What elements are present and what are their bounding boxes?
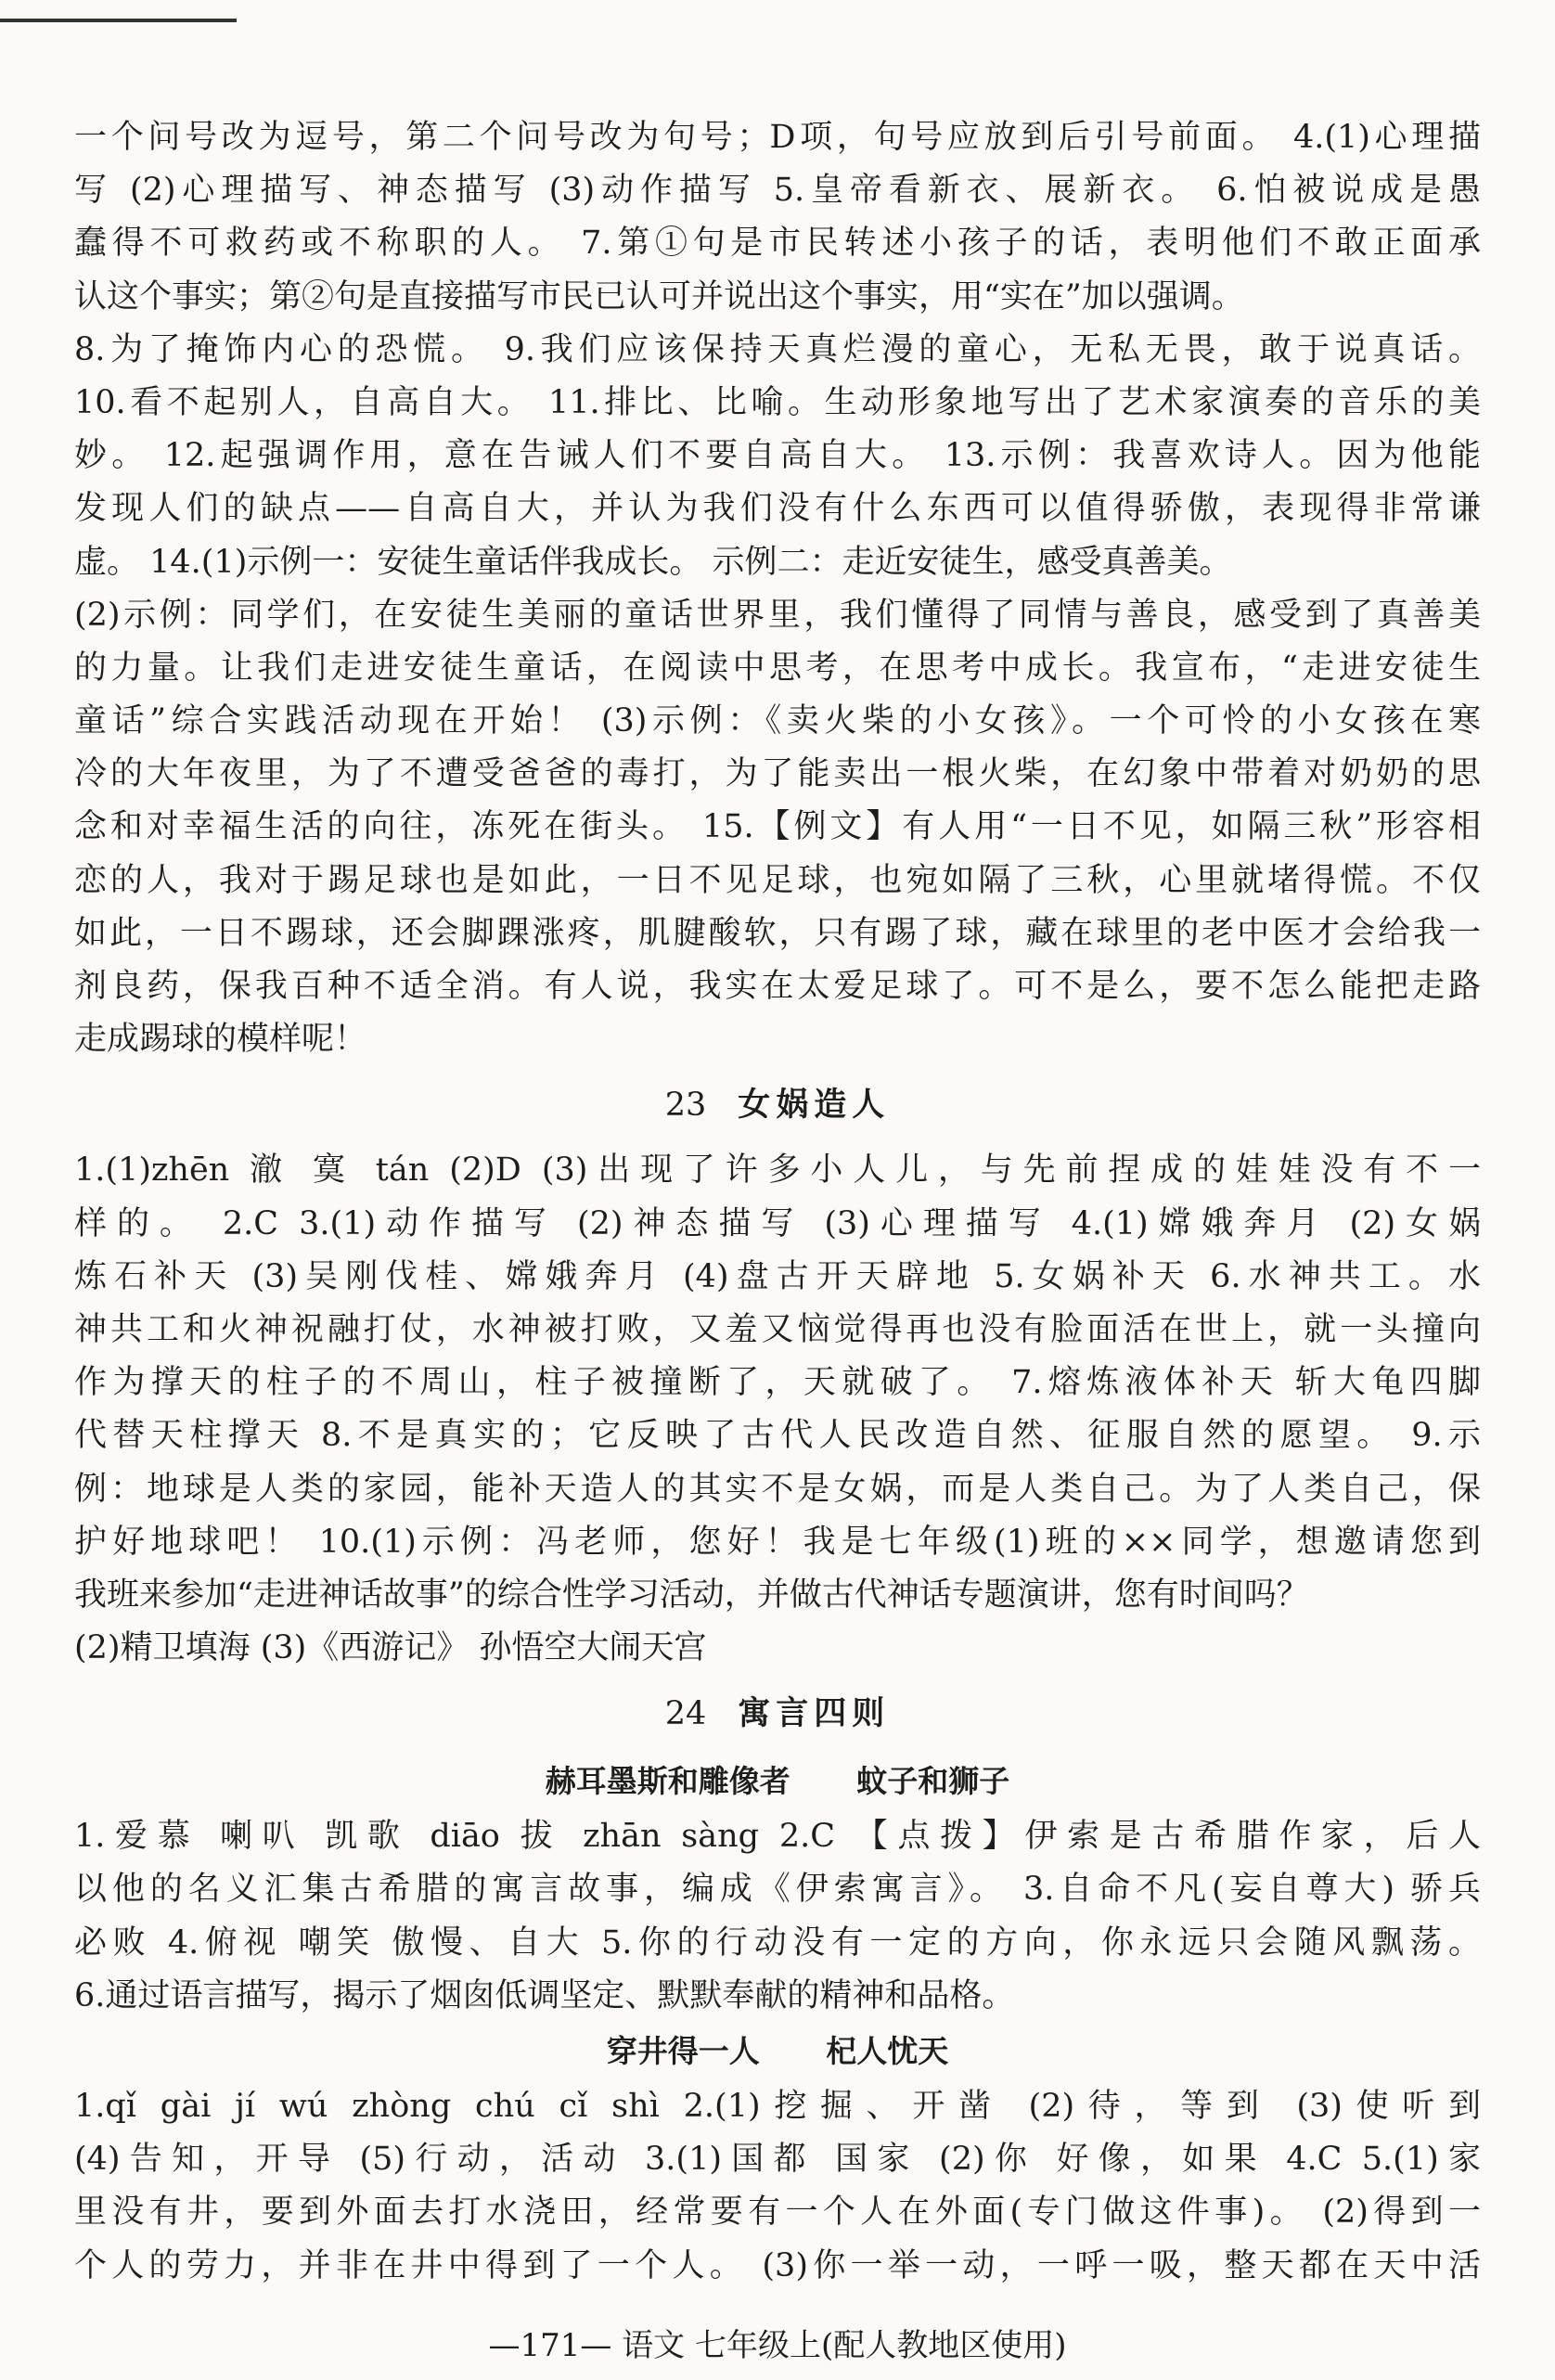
section-title: 寓言四则 [738,1695,891,1733]
top-rule [0,19,237,22]
text-line: 代替天柱撑天 8.不是真实的；它反映了古代人民改造自然、征服自然的愿望。 9.示 [74,1417,1481,1455]
text-line: 6.通过语言描写，揭示了烟囱低调坚定、默默奉献的精神和品格。 [74,1976,1015,2014]
text-line: 护好地球吧！ 10.(1)示例：冯老师，您好！我是七年级(1)班的××同学，想邀请您到 [74,1523,1481,1561]
text-line: 的力量。让我们走进安徒生童话，在阅读中思考，在思考中成长。我宣布，“走进安徒生 [74,649,1481,687]
subsection-title: 赫耳墨斯和雕像者 蚊子和狮子 [545,1763,1010,1800]
text-line: (2)示例：同学们，在安徒生美丽的童话世界里，我们懂得了同情与善良，感受到了真善美 [74,596,1481,634]
text-line: 发现人们的缺点——自高自大，并认为我们没有什么东西可以值得骄傲，表现得非常谦 [74,490,1481,528]
text-line: 个人的劳力，并非在井中得到了一个人。 (3)你一举一动，一呼一吸，整天都在天中活 [74,2246,1481,2284]
text-line: 炼石补天 (3)吴刚伐桂、嫦娥奔月 (4)盘古开天辟地 5.女娲补天 6.水神共工。水 [74,1257,1481,1295]
example-essay-line: 走成踢球的模样呢！ [74,1021,367,1059]
text-line: 10.看不起别人，自高自大。 11.排比、比喻。生动形象地写出了艺术家演奏的音乐的美 [74,383,1481,421]
text-line: 神共工和火神祝融打仗，水神被打败，又羞又恼觉得再也没有脸面活在世上，就一头撞向 [74,1310,1481,1348]
text-line: 里没有井，要到外面去打水浇田，经常要有一个人在外面(专门做这件事)。 (2)得到一 [74,2193,1481,2232]
text-line: 写 (2)心理描写、神态描写 (3)动作描写 5.皇帝看新衣、展新衣。 6.怕被说成是愚 [74,172,1481,210]
text-line: (2)精卫填海 (3)《西游记》 孙悟空大闹天宫 [74,1629,707,1667]
section-number: 23 [664,1087,707,1125]
text-line: 作为撑天的柱子的不周山，柱子被撞断了，天就破了。 7.熔炼液体补天 斩大龟四脚 [74,1364,1481,1402]
text-line: 1.爱慕 喇叭 凯歌 diāo 拔 zhān sàng 2.C 【点拨】伊索是古希腊作家，后人 [74,1818,1481,1856]
section-heading [74,1066,1481,1144]
section-number: 24 [664,1695,707,1733]
text-line: 例：地球是人类的家园，能补天造人的其实不是女娲，而是人类自己。为了人类自己，保 [74,1470,1481,1508]
text-line: 妙。 12.起强调作用，意在告诫人们不要自高自大。 13.示例：我喜欢诗人。因为他能 [74,437,1481,475]
text-line: 念和对幸福生活的向往，冻死在街头。 15.【例文】有人用“一日不见，如隔三秋”形容相 [74,808,1481,846]
answer-page [74,111,1481,2293]
text-line: 8.为了掩饰内心的恐慌。 9.我们应该保持天真烂漫的童心，无私无畏，敢于说真话。 [74,330,1481,368]
example-essay-line: 恋的人，我对于踢足球也是如此，一日不见足球，也宛如隔了三秋，心里就堵得慌。不仅 [74,861,1481,899]
text-line: 样的。 2.C 3.(1)动作描写 (2)神态描写 (3)心理描写 4.(1)嫦娥奔月 (2)女娲 [74,1204,1481,1242]
text-line: 一个问号改为逗号，第二个问号改为句号；D项，句号应放到后引号前面。 4.(1)心理描 [74,119,1481,156]
section-title: 女娲造人 [738,1087,891,1125]
page-footer: —171— 语文 七年级上(配人教地区使用) [488,2327,1067,2364]
example-essay-line: 剂良药，保我百种不适全消。有人说，我实在太爱足球了。可不是么，要不怎么能把走路 [74,968,1481,1005]
text-line: 认这个事实；第②句是直接描写市民已认可并说出这个事实，用“实在”加以强调。 [74,277,1244,315]
text-line: 1.qǐ gài jí wú zhòng chú cǐ shì 2.(1)挖掘、开凿 (2)待，等到 (3)使听到 [74,2088,1481,2125]
text-line: 蠢得不可救药或不称职的人。 7.第①句是市民转述小孩子的话，表明他们不敢正面承 [74,225,1481,263]
subsection-title: 穿井得一人 杞人忧天 [606,2033,949,2069]
text-line: 我班来参加“走进神话故事”的综合性学习活动，并做古代神话专题演讲，您有时间吗？ [74,1576,1309,1614]
text-line: 必败 4.俯视 嘲笑 傲慢、自大 5.你的行动没有一定的方向，你永远只会随风飘荡。 [74,1923,1481,1962]
section-heading [74,1675,1481,1753]
text-line: 1.(1)zhēn 澈 寞 tán (2)D (3)出现了许多小人儿，与先前捏成的娃娃没有不一 [74,1151,1481,1190]
text-line: (4)告知，开导 (5)行动，活动 3.(1)国都 国家 (2)你 好像，如果 4.C 5.(1)家 [74,2141,1481,2179]
text-line: 冷的大年夜里，为了不遭受爸爸的毒打，为了能卖出一根火柴，在幻象中带着对奶奶的思 [74,755,1481,793]
example-essay-line: 如此，一日不踢球，还会脚踝涨疼，肌腱酸软，只有踢了球，藏在球里的老中医才会给我一 [74,914,1481,952]
text-line: 虚。 14.(1)示例一：安徒生童话伴我成长。 示例二：走近安徒生，感受真善美。 [74,543,1232,581]
text-line: 童话”综合实践活动现在开始！ (3)示例：《卖火柴的小女孩》。一个可怜的小女孩在寒 [74,702,1481,740]
text-line: 以他的名义汇集古希腊的寓言故事，编成《伊索寓言》。 3.自命不凡(妄自尊大) 骄兵 [74,1871,1481,1909]
